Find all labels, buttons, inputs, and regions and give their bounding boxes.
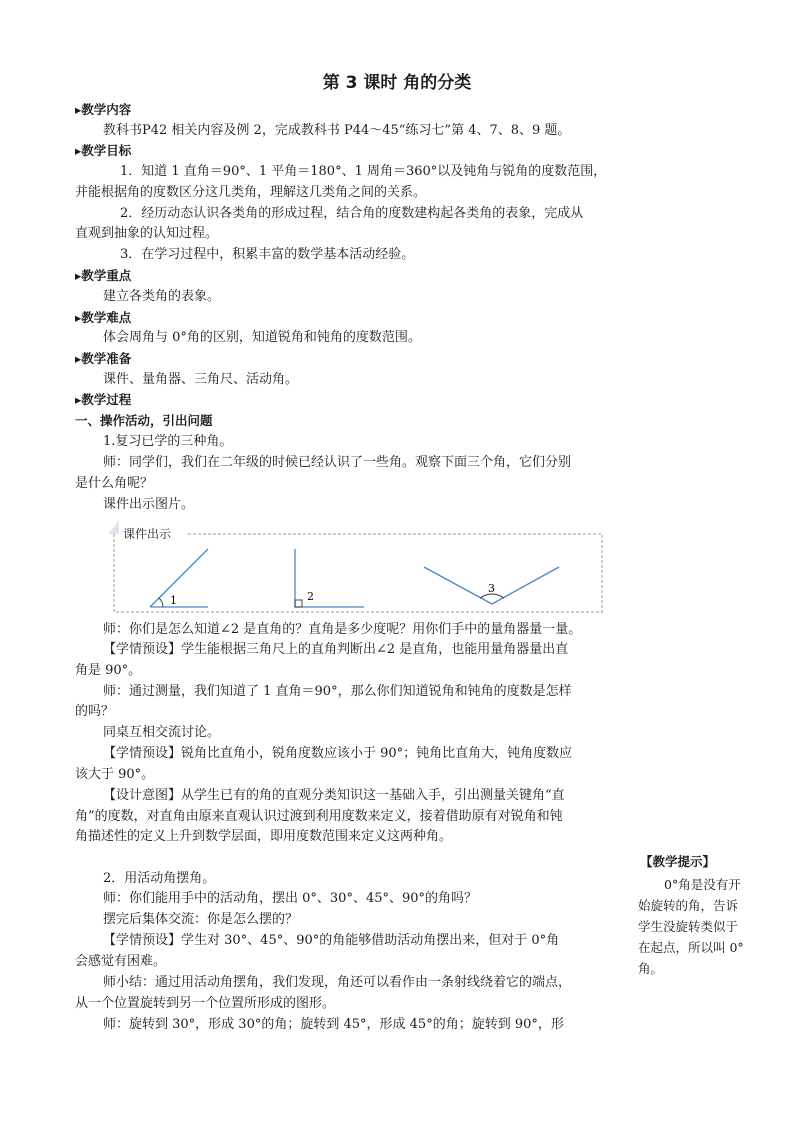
sidebar-line: 在起点，所以叫 0° <box>638 940 744 955</box>
sidebar-title: 【教学提示】 <box>640 854 716 869</box>
caption-decoration <box>108 520 119 534</box>
page-title: 第 3 课时 角的分类 <box>322 73 472 93</box>
paragraph-line: 是什么角呢？ <box>75 476 154 491</box>
paragraph-line: 角是 90°。 <box>75 663 142 678</box>
section-heading-preparation: ▸教学准备 <box>75 351 132 366</box>
paragraph-line: 从一个位置旋转到另一个位置所形成的图形。 <box>75 996 336 1011</box>
paragraph-line: 摆完后集体交流：你是怎么摆的？ <box>103 912 299 927</box>
angle-label-3: 3 <box>488 582 495 595</box>
paragraph-line: 的吗？ <box>75 704 115 719</box>
paragraph-line: 建立各类角的表象。 <box>103 289 221 304</box>
section-heading-process: ▸教学过程 <box>75 392 132 407</box>
section-heading-goals: ▸教学目标 <box>75 143 132 158</box>
paragraph-line: 师小结：通过用活动角摆角，我们发现，角还可以看作由一条射线绕着它的端点， <box>103 975 572 990</box>
paragraph-line: 课件出示图片。 <box>103 497 195 512</box>
paragraph-line: 师：同学们，我们在二年级的时候已经认识了一些角。观察下面三个角，它们分别 <box>103 455 572 470</box>
paragraph-line: 2．经历动态认识各类角的形成过程，结合角的度数建构起各类角的表象，完成从 <box>120 206 584 221</box>
paragraph-line: 该大于 90°。 <box>75 767 155 782</box>
sidebar-line: 学生没旋转类似于 <box>638 919 739 934</box>
angle-2 <box>295 549 364 607</box>
angle-3 <box>424 567 559 604</box>
paragraph-line: 2．用活动角摆角。 <box>103 871 216 886</box>
paragraph-line: 【学情预设】锐角比直角小，锐角度数应该小于 90°；钝角比直角大，钝角度数应 <box>103 746 573 761</box>
paragraph-line: 角”的度数，对直角由原来直观认识过渡到利用度数来定义，接着借助原有对锐角和钝 <box>75 809 563 824</box>
angles-figure <box>108 520 604 613</box>
angle-label-1: 1 <box>170 594 177 607</box>
paragraph-line: 教科书P42 相关内容及例 2，完成教科书 P44～45“练习七”第 4、7、8、9 题。 <box>103 123 571 138</box>
subsection-heading: 一、操作活动，引出问题 <box>75 413 213 428</box>
paragraph-line: 角描述性的定义上升到数学层面，即用度数范围来定义这两种角。 <box>75 829 453 844</box>
paragraph-line: 1．知道 1 直角＝90°、1 平角＝180°、1 周角＝360°以及钝角与锐角的度数范围， <box>120 164 607 179</box>
paragraph-line: 3．在学习过程中，积累丰富的数学基本活动经验。 <box>120 247 415 262</box>
paragraph-line: 同桌互相交流讨论。 <box>103 725 221 740</box>
paragraph-line: 【学情预设】学生对 30°、45°、90°的角能够借助活动角摆出来，但对于 0°角 <box>103 933 560 948</box>
paragraph-line: 【学情预设】学生能根据三角尺上的直角判断出∠2 是直角，也能用量角器量出直 <box>103 642 569 657</box>
paragraph-line: 师：通过测量，我们知道了 1 直角＝90°，那么你们知道锐角和钝角的度数是怎样 <box>103 684 572 699</box>
paragraph-line: 师：旋转到 30°，形成 30°的角；旋转到 45°，形成 45°的角；旋转到 90°，形 <box>103 1017 564 1032</box>
paragraph-line: 课件、量角器、三角尺、活动角。 <box>103 372 299 387</box>
paragraph-line: 师：你们能用手中的活动角，摆出 0°、30°、45°、90°的角吗？ <box>103 891 478 906</box>
paragraph-line: 并能根据角的度数区分这几类角，理解这几类角之间的关系。 <box>75 185 427 200</box>
section-heading-difficulties: ▸教学难点 <box>75 310 132 325</box>
paragraph-line: 体会周角与 0°角的区别，知道锐角和钝角的度数范围。 <box>103 330 421 345</box>
paragraph-line: 【设计意图】从学生已有的角的直观分类知识这一基础入手，引出测量关键角“直 <box>103 788 565 803</box>
section-heading-key-points: ▸教学重点 <box>75 268 132 283</box>
paragraph-line: 1.复习已学的三种角。 <box>103 434 233 449</box>
sidebar-line: 0°角是没有开 <box>664 877 741 892</box>
paragraph-line: 会感觉有困难。 <box>75 954 167 969</box>
sidebar-line: 始旋转的角，告诉 <box>638 898 739 913</box>
section-heading-content: ▸教学内容 <box>75 102 132 117</box>
paragraph-line: 师：你们是怎么知道∠2 是直角的？直角是多少度呢？用你们手中的量角器量一量。 <box>103 622 582 637</box>
figure-caption: 课件出示 <box>123 527 172 541</box>
angle-1 <box>150 549 208 607</box>
sidebar-line: 角。 <box>638 961 664 976</box>
paragraph-line: 直观到抽象的认知过程。 <box>75 226 219 241</box>
angle-label-2: 2 <box>307 590 314 603</box>
dashed-frame <box>114 534 602 612</box>
